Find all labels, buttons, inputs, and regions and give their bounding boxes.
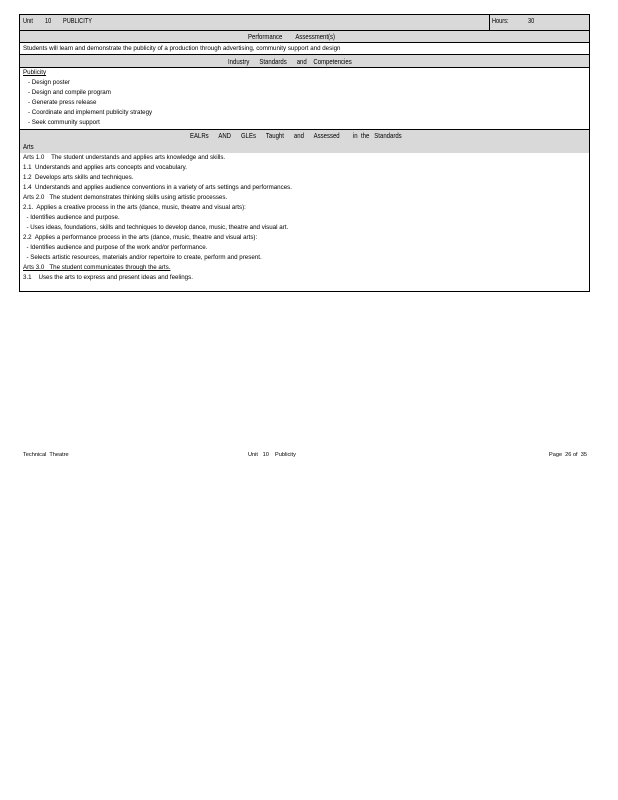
ealr-line: 1.1 Understands and applies arts concepts and vocabulary. xyxy=(23,164,187,171)
unit-label: Unit xyxy=(23,18,33,25)
unit-number: 10 xyxy=(45,18,52,25)
ealr-line: Arts 1.0 The student understands and applies arts knowledge and skills. xyxy=(23,154,226,161)
unit-title: PUBLICITY xyxy=(63,18,92,25)
industry-content xyxy=(20,68,589,130)
ealr-line: - Selects artistic resources, materials and/or repertoire to create, perform and present. xyxy=(23,254,262,261)
hours-divider xyxy=(489,15,490,31)
footer-center: Unit 10 Publicity xyxy=(248,452,296,458)
ealr-line: - Uses ideas, foundations, skills and techniques to develop dance, music, theatre and visual art. xyxy=(23,224,289,231)
document-table xyxy=(19,14,590,292)
footer-left: Technical Theatre xyxy=(23,452,69,458)
unit-header-row xyxy=(20,15,589,31)
ealr-line: 2.2 Applies a performance process in the arts (dance, music, theatre and visual arts): xyxy=(23,234,258,241)
performance-heading-row xyxy=(20,31,589,43)
ealr-line: 1.2 Develops arts skills and techniques. xyxy=(23,174,134,181)
ealr-line: 2.1. Applies a creative process in the arts (dance, music, theatre and visual arts): xyxy=(23,204,246,211)
industry-heading: Industry Standards and Competencies xyxy=(228,57,352,66)
ealrs-subhead: Arts xyxy=(23,142,34,151)
hours-label: Hours: xyxy=(492,18,509,25)
ealr-line: - Identifies audience and purpose. xyxy=(23,214,120,221)
industry-item: - Design poster xyxy=(28,79,70,86)
ealrs-heading: EALRs AND GLEs Taught and Assessed in the Standards xyxy=(190,131,402,140)
industry-item: - Coordinate and implement publicity strategy xyxy=(28,109,153,116)
footer-right: Page 26 of 35 xyxy=(549,452,587,458)
ealr-line: - Identifies audience and purpose of the work and/or performance. xyxy=(23,244,208,251)
ealrs-heading-row xyxy=(20,130,589,153)
industry-item: - Generate press release xyxy=(28,99,97,106)
performance-heading: Performance Assessment(s) xyxy=(248,32,336,41)
industry-subhead: Publicity xyxy=(23,69,47,76)
ealr-line: 3.1 Uses the arts to express and present ideas and feelings. xyxy=(23,274,193,281)
ealrs-content xyxy=(20,153,589,293)
performance-text-row xyxy=(20,43,589,55)
industry-item: - Design and compile program xyxy=(28,89,111,96)
industry-heading-row xyxy=(20,55,589,68)
ealr-line: Arts 2.0 The student demonstrates thinking skills using artistic processes. xyxy=(23,194,228,201)
industry-item: - Seek community support xyxy=(28,119,100,126)
performance-text: Students will learn and demonstrate the publicity of a production through advertising, community support and design xyxy=(23,45,341,52)
ealr-line: Arts 3.0 The student communicates through the arts. xyxy=(23,264,171,271)
ealr-line: 1.4 Understands and applies audience conventions in a variety of arts settings and performances. xyxy=(23,184,292,191)
hours-value: 30 xyxy=(528,18,535,25)
